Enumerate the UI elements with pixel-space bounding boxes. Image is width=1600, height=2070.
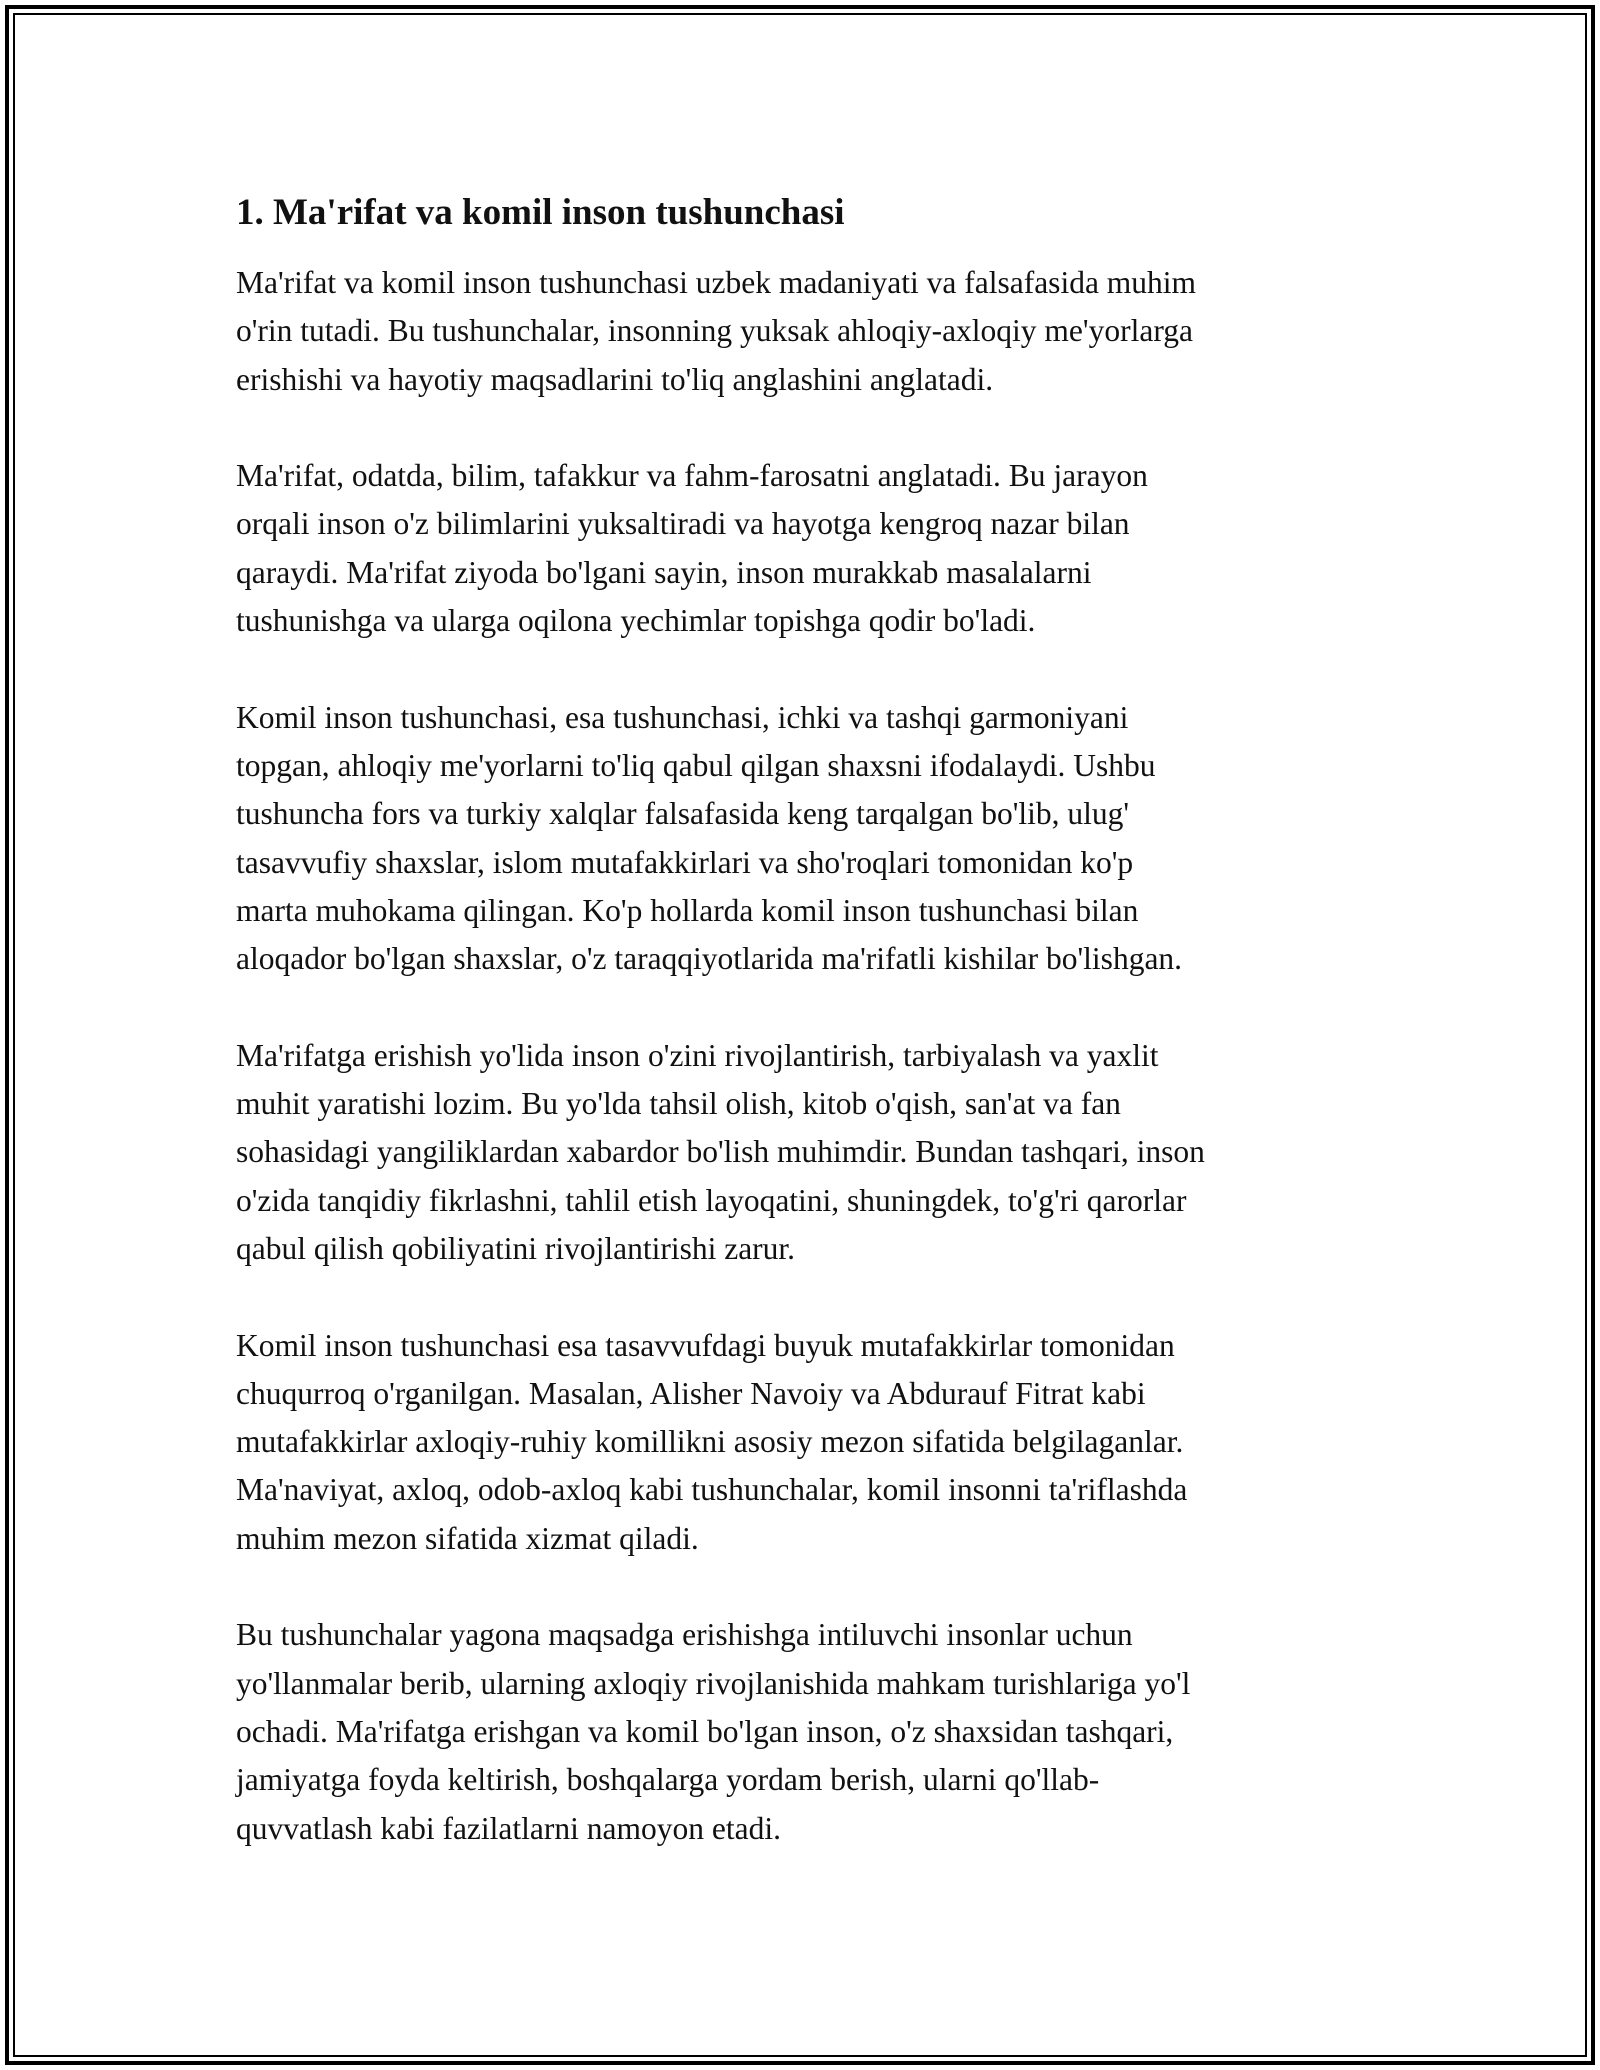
paragraph-line: aloqador bo'lgan shaxslar, o'z taraqqiyotlarida ma'rifatli kishilar bo'lishgan. — [236, 941, 1183, 977]
paragraph — [236, 694, 1376, 984]
paragraph-line: Ma'naviyat, axloq, odob-axloq kabi tushunchalar, komil insonni ta'riflashda — [236, 1472, 1188, 1508]
paragraph-line: Ma'rifat, odatda, bilim, tafakkur va fahm-farosatni anglatadi. Bu jarayon — [236, 458, 1148, 494]
paragraph-line: yo'llanmalar berib, ularning axloqiy rivojlanishida mahkam turishlariga yo'l — [236, 1665, 1191, 1701]
paragraph-line: topgan, ahloqiy me'yorlarni to'liq qabul qilgan shaxsni ifodalaydi. Ushbu — [236, 747, 1156, 783]
paragraph-line: quvvatlash kabi fazilatlarni namoyon etadi. — [236, 1810, 781, 1846]
paragraph-line: sohasidagi yangiliklardan xabardor bo'lish muhimdir. Bundan tashqari, inson — [236, 1134, 1205, 1170]
paragraph-line: ochadi. Ma'rifatga erishgan va komil bo'lgan inson, o'z shaxsidan tashqari, — [236, 1713, 1174, 1749]
paragraph-line: qabul qilish qobiliyatini rivojlantirishi zarur. — [236, 1230, 796, 1266]
paragraph — [236, 259, 1376, 404]
paragraph-line: erishishi va hayotiy maqsadlarini to'liq anglashini anglatadi. — [236, 361, 994, 397]
paragraph-line: Ma'rifatga erishish yo'lida inson o'zini rivojlantirish, tarbiyalash va yaxlit — [236, 1037, 1159, 1073]
paragraph-line: o'zida tanqidiy fikrlashni, tahlil etish layoqatini, shuningdek, to'g'ri qarorlar — [236, 1182, 1187, 1218]
paragraph-line: marta muhokama qilingan. Ko'p hollarda komil inson tushunchasi bilan — [236, 892, 1139, 928]
paragraph-line: Bu tushunchalar yagona maqsadga erishishga intiluvchi insonlar uchun — [236, 1617, 1133, 1653]
paragraph — [236, 1322, 1376, 1563]
paragraph-line: qaraydi. Ma'rifat ziyoda bo'lgani sayin, inson murakkab masalalarni — [236, 554, 1092, 590]
paragraph-line: o'rin tutadi. Bu tushunchalar, insonning yuksak ahloqiy-axloqiy me'yorlarga — [236, 313, 1193, 349]
document-body — [236, 187, 1376, 1853]
paragraph-line: mutafakkirlar axloqiy-ruhiy komillikni asosiy mezon sifatida belgilaganlar. — [236, 1424, 1184, 1460]
paragraph-line: muhit yaratishi lozim. Bu yo'lda tahsil olish, kitob o'qish, san'at va fan — [236, 1086, 1121, 1122]
page-title: 1. Ma'rifat va komil inson tushunchasi — [236, 192, 845, 233]
paragraph — [236, 452, 1376, 645]
paragraph-line: orqali inson o'z bilimlarini yuksaltiradi va hayotga kengroq nazar bilan — [236, 506, 1130, 542]
paragraph-line: Ma'rifat va komil inson tushunchasi uzbek madaniyati va falsafasida muhim — [236, 265, 1197, 300]
paragraph-line: jamiyatga foyda keltirish, boshqalarga yordam berish, ularni qo'llab- — [236, 1762, 1100, 1798]
paragraph-line: tasavvufiy shaxslar, islom mutafakkirlari va sho'roqlari tomonidan ko'p — [236, 844, 1134, 880]
paragraph-line: muhim mezon sifatida xizmat qiladi. — [236, 1520, 699, 1556]
paragraph-line: tushuncha fors va turkiy xalqlar falsafasida keng tarqalgan bo'lib, ulug' — [236, 796, 1130, 832]
paragraph-line: tushunishga va ularga oqilona yechimlar topishga qodir bo'ladi. — [236, 603, 1036, 639]
paragraph-line: Komil inson tushunchasi, esa tushunchasi, ichki va tashqi garmoniyani — [236, 699, 1129, 735]
paragraph — [236, 1032, 1376, 1273]
paragraph-list — [236, 259, 1376, 1853]
paragraph-line: chuqurroq o'rganilgan. Masalan, Alisher Navoiy va Abdurauf Fitrat kabi — [236, 1375, 1146, 1411]
paragraph — [236, 1611, 1376, 1852]
paragraph-line: Komil inson tushunchasi esa tasavvufdagi buyuk mutafakkirlar tomonidan — [236, 1327, 1175, 1363]
